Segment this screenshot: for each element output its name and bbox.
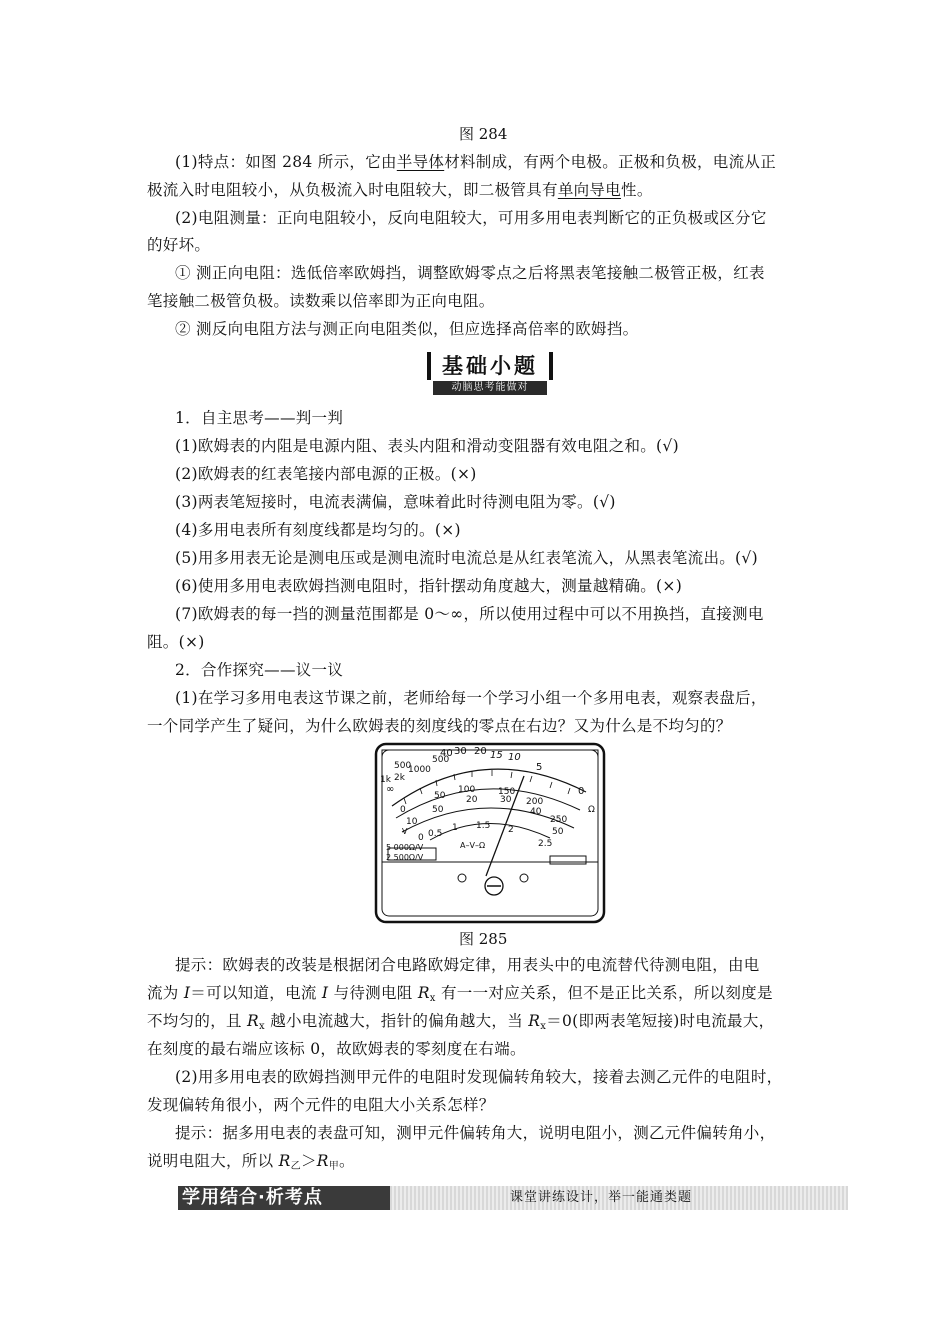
list-item: (2)欧姆表的红表笔接内部电源的正极。(×) [175, 465, 477, 483]
sensitivity-label: 2 500Ω/V [386, 853, 424, 862]
ohm-label: 2k [394, 773, 405, 783]
footer-bar-title: 学用结合·析考点 [178, 1186, 390, 1210]
text: (1)特点：如图 284 所示，它由 [175, 153, 397, 171]
low-label: 0.5 [428, 829, 443, 839]
banner-subtitle: 动脑思考能做对 [433, 381, 547, 395]
text: 有一一对应关系，但不是正比关系，所以刻度是 [435, 984, 773, 1002]
list-item: (4)多用电表所有刻度线都是均匀的。(×) [175, 521, 461, 539]
list-item-cont: 阻。(×) [147, 633, 205, 651]
section-footer-bar [178, 1186, 848, 1210]
subscript: 乙 [290, 1161, 301, 1172]
symbol-resistance: R [316, 1152, 329, 1170]
hint-2: 提示：据多用电表的表盘可知，测甲元件偏转角大，说明电阻小，测乙元件偏转角小， [175, 1124, 776, 1142]
ohm-label: 20 [474, 746, 487, 757]
text: 说明电阻大，所以 [147, 1152, 279, 1170]
ohm-label: 40 [440, 748, 453, 759]
dc-label: 50 [434, 791, 446, 801]
question-2-2: (2)用多用电表的欧姆挡测甲元件的电阻时发现偏转角较大，接着去测乙元件的电阻时， [175, 1068, 783, 1086]
low-label: 1 [452, 823, 458, 833]
subscript: 甲 [328, 1161, 340, 1172]
list-item: (1)欧姆表的内阻是电源内阻、表头内阻和滑动变阻器有效电阻之和。(√) [175, 437, 679, 455]
ohm-label: 5 [536, 762, 543, 773]
mid-label: 30 [500, 795, 512, 805]
question-2-2-cont: 发现偏转角很小，两个元件的电阻大小关系怎样？ [147, 1096, 495, 1114]
symbol-current: I [183, 984, 191, 1002]
ohm-label: 500 [394, 761, 412, 771]
list-item: (3)两表笔短接时，电流表满偏，意味着此时待测电阻为零。(√) [175, 493, 616, 511]
ohm-label: 10 [508, 752, 521, 763]
mid-label: 10 [406, 817, 418, 827]
text: 与待测电阻 [328, 984, 418, 1002]
question-2-1: (1)在学习多用电表这节课之前，老师给每一个学习小组一个多用电表，观察表盘后， [175, 689, 767, 707]
text: ＝0(即两表笔短接)时电流最大， [546, 1012, 775, 1030]
list-item: (6)使用多用电表欧姆挡测电阻时，指针摆动角度越大，测量越精确。(×) [175, 577, 683, 595]
hint-1-line-3 [147, 1011, 774, 1037]
ohm-label: ∞ [386, 784, 395, 795]
question-2-heading: 2．合作探究——议一议 [175, 661, 344, 679]
mid-label: 20 [466, 795, 478, 805]
ohm-label: 15 [490, 750, 503, 761]
text: 不均匀的，且 [147, 1012, 248, 1030]
list-item: (7)欧姆表的每一挡的测量范围都是 0～∞，所以使用过程中可以不用换挡，直接测电 [175, 605, 764, 623]
mid-label: 50 [552, 827, 564, 837]
dc-label: 200 [526, 797, 544, 807]
dc-label: 150 [498, 787, 516, 797]
ohm-label: 1000 [408, 765, 431, 775]
figure-285-caption: 图 285 [459, 930, 508, 948]
ohm-label: 1k [380, 775, 391, 785]
hint-2-line-2 [147, 1151, 355, 1177]
ohm-label: 30 [454, 746, 467, 757]
text: 越小电流越大，指针的偏角越大，当 [264, 1012, 529, 1030]
subscript: x [540, 1021, 547, 1032]
underlined-term: 单向导电 [557, 181, 622, 199]
text: 材料制成，有两个电极。正极和负极，电流从正 [444, 153, 777, 171]
subscript: x [259, 1021, 265, 1032]
ohm-label: 500 [432, 755, 450, 765]
low-label: 2.5 [538, 839, 553, 849]
low-label: 2 [508, 825, 514, 835]
banner-title: 基础小题 [427, 352, 553, 380]
paragraph-characteristic [175, 152, 776, 172]
function-label: A–V–Ω [460, 841, 486, 850]
subscript: x [429, 993, 436, 1004]
question-2-1-cont: 一个同学产生了疑问，为什么欧姆表的刻度线的零点在右边？又为什么是不均匀的？ [147, 717, 732, 735]
text: 极流入时电阻较小，从负极流入时电阻较大，即二极管具有 [147, 181, 558, 199]
mid-label: 50 [432, 805, 444, 815]
ohm-label: 0 [578, 786, 585, 797]
mid-label: 40 [530, 807, 542, 817]
greater-than: ＞ [300, 1152, 317, 1170]
symbol-current: I [321, 984, 329, 1002]
symbol-resistance: R [417, 984, 430, 1002]
low-label: 0 [418, 833, 424, 843]
paragraph-forward: ① 测正向电阻：选低倍率欧姆挡，调整欧姆零点之后将黑表笔接触二极管正极，红表 [175, 264, 765, 282]
text: 。 [339, 1152, 355, 1170]
hint-1: 提示：欧姆表的改装是根据闭合电路欧姆定律，用表头中的电流替代待测电阻，由电 [175, 956, 760, 974]
question-1-heading: 1．自主思考——判一判 [175, 409, 344, 427]
volt-unit-label: V [402, 827, 408, 836]
sensitivity-label: 5 000Ω/V [386, 843, 424, 852]
symbol-resistance: R [247, 1012, 260, 1030]
paragraph-resistance: (2)电阻测量：正向电阻较小，反向电阻较大，可用多用电表判断它的正负极或区分它 [175, 209, 767, 227]
hint-1-line-2 [147, 983, 773, 1009]
hint-1-line-4: 在刻度的最右端应该标 0，故欧姆表的零刻度在右端。 [147, 1040, 526, 1058]
text: ＝可以知道，电流 [190, 984, 322, 1002]
symbol-resistance: R [278, 1152, 291, 1170]
paragraph-resistance-cont: 的好坏。 [147, 236, 211, 254]
paragraph-reverse: ② 测反向电阻方法与测正向电阻类似，但应选择高倍率的欧姆挡。 [175, 320, 639, 338]
dc-label: 0 [400, 805, 406, 815]
multimeter-figure [374, 742, 606, 924]
underlined-term: 半导体 [396, 153, 445, 171]
footer-bar-subtitle: 课堂讲练设计，举一能通类题 [510, 1190, 693, 1205]
ohm-unit-label: Ω [588, 805, 595, 815]
text: 流为 [147, 984, 184, 1002]
dc-label: 100 [458, 785, 476, 795]
section-banner-basics [427, 352, 553, 396]
paragraph-forward-cont: 笔接触二极管负极。读数乘以倍率即为正向电阻。 [147, 292, 495, 310]
symbol-resistance: R [528, 1012, 541, 1030]
paragraph-characteristic-cont [147, 180, 653, 200]
list-item: (5)用多用表无论是测电压或是测电流时电流总是从红表笔流入，从黑表笔流出。(√) [175, 549, 758, 567]
dc-label: 250 [550, 815, 568, 825]
figure-284-caption: 图 284 [459, 125, 508, 143]
low-label: 1.5 [476, 821, 491, 831]
text: 性。 [621, 181, 653, 199]
